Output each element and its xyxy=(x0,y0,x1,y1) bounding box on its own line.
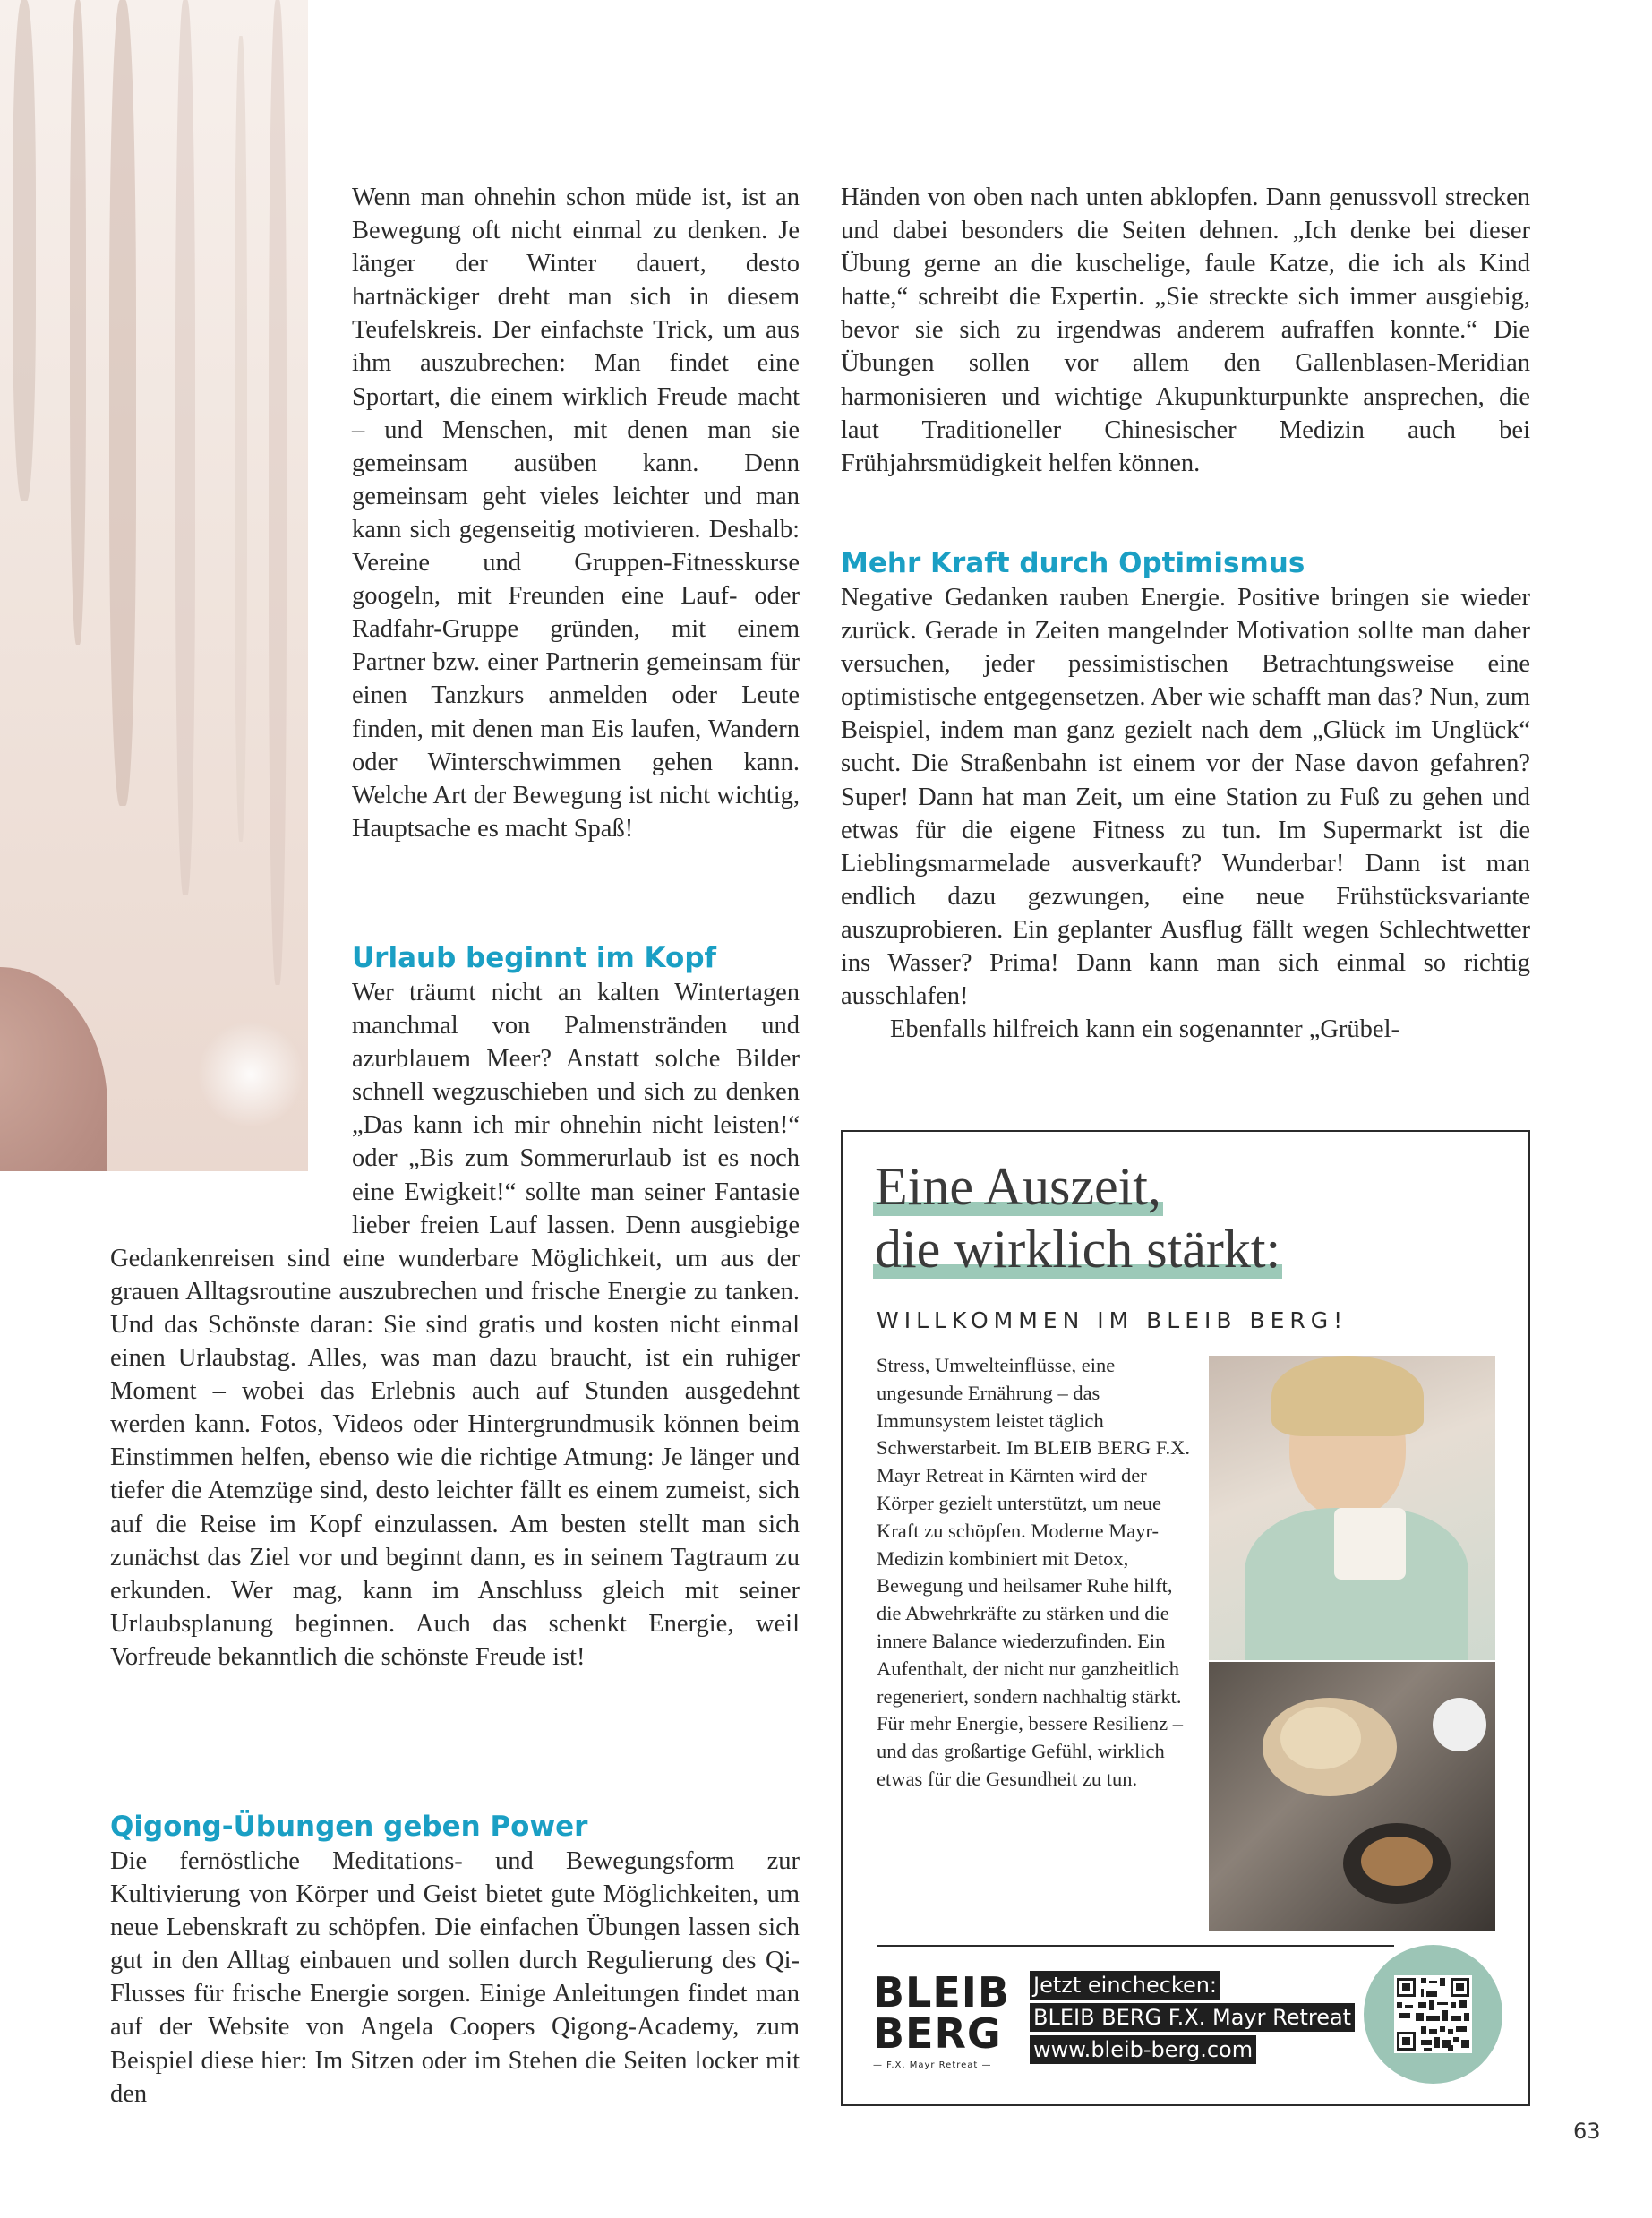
logo-line2: BERG xyxy=(873,2009,1002,2058)
paragraph-urlaub: Wer träumt nicht an kalten Wintertagen manchmal von Palmenstränden und azurblauem Meer? Anstatt solche Bilder schnell wegzuschieben und sich zu denken „Das kann ich mir ohnehin nicht leisten!“ oder „Bis zum Sommerurlaub ist es noch eine Ewigkeit!“ sollte man seiner Fantasie lieber freien Lauf lassen. Denn ausgiebige Gedankenreisen sind eine wunderbare Möglichkeit, um aus der grauen Alltagsroutine auszubrechen und frische Energie zu tanken. Und das Schönste daran: Sie sind gratis und kosten nicht einmal einen Urlaubstag. Alles, was man dazu braucht, ist ein ruhiger Moment – wobei das Erlebnis auch auf Stunden ausgedehnt werden kann. Fotos, Videos oder Hintergrundmusik können beim Einstimmen helfen, ebenso wie die richtige Atmung: Je länger und tiefer die Atemzüge sind, desto leichter fällt es einem zumeist, sich auf die Reise im Kopf einzulassen. Am besten stellt man sich zunächst das Ziel vor und beginnt dann, es in seinem Tagtraum zu erkunden. Wer mag, kann im Anschluss gleich mit seiner Urlaubsplanung beginnen. Auch das schenkt Energie, weil Vorfreude bekanntlich die schönste Freude ist! xyxy=(110,979,800,1671)
column-left-urlaub xyxy=(110,976,800,1674)
heading-qigong: Qigong-Übungen geben Power xyxy=(110,1811,588,1843)
heading-urlaub: Urlaub beginnt im Kopf xyxy=(352,942,717,974)
ad-cta xyxy=(1030,1971,1355,2068)
ad-headline-line1: Eine Auszeit, xyxy=(875,1157,1161,1216)
paragraph-optimismus: Negative Gedanken rauben Energie. Positive bringen sie wieder zurück. Gerade in Zeiten mangelnder Motivation sollte man daher versuchen, jeder pessimistischen Betrachtungsweise eine optimistische entgegensetzen. Aber wie schafft man das? Nun, zum Beispiel, indem man ganz gezielt nach dem „Glück im Unglück“ sucht. Die Straßenbahn ist einem vor der Nase davon gefahren? Super! Dann hat man Zeit, um eine Station zu Fuß zu gehen und etwas für die eigene Fitness zu tun. Im Supermarkt ist die Lieblingsmarmelade ausverkauft? Wunderbar! Dann ist man endlich dazu gezwungen, eine neue Frühstücksvariante auszuprobieren. Ein geplanter Ausflug fällt wegen Schlechtwetter ins Wasser? Prima! Dann kann man sich einmal so richtig ausschlafen! xyxy=(841,584,1530,1011)
page-number: 63 xyxy=(1573,2119,1601,2144)
cta-website-link[interactable]: www.bleib-berg.com xyxy=(1030,2035,1256,2064)
ad-subline: WILLKOMMEN IM BLEIB BERG! xyxy=(877,1307,1348,1333)
ad-headline-line2: die wirklich stärkt: xyxy=(875,1220,1281,1279)
paragraph-gruebel: Ebenfalls hilfreich kann ein sogenannter „Grübel- xyxy=(890,1015,1399,1044)
shoulder-shape xyxy=(0,967,107,1171)
column-left-top xyxy=(352,181,800,845)
breakfast-photo xyxy=(1209,1662,1495,1931)
woman-with-cup-photo xyxy=(1209,1356,1495,1660)
bleib-berg-logo xyxy=(873,1968,1010,2072)
qr-code-badge xyxy=(1364,1945,1502,2084)
column-right-top xyxy=(841,181,1530,480)
ad-body-text: Stress, Umwelteinflüsse, eine ungesunde Ernährung – das Immunsystem leistet täglich Schwerstarbeit. Im BLEIB BERG F.X. Mayr Retreat in Kärnten wird der Körper gezielt unterstützt, um neue Kraft zu schöpfen. Moderne Mayr-Medizin kombiniert mit Detox, Bewegung und heilsamer Ruhe hilft, die Abwehrkräfte zu stärken und die innere Balance wiederzufinden. Ein Aufenthalt, der nicht nur ganzheitlich regeneriert, sondern nachhaltig stärkt. Für mehr Energie, bessere Resilienz – und das großartige Gefühl, wirklich etwas für die Gesundheit zu tun. xyxy=(877,1354,1191,1790)
logo-line1: BLEIB xyxy=(873,1968,1010,2017)
column-right-kraft xyxy=(841,581,1530,1046)
qr-code-icon[interactable] xyxy=(1394,1975,1472,2053)
paragraph-bewegung: Wenn man ohnehin schon müde ist, ist an Bewegung oft nicht einmal zu denken. Je länger der Winter dauert, desto hartnäckiger dreht man sich in diesem Teufelskreis. Der einfachste Trick, um aus ihm auszubrechen: Man findet eine Sportart, die einem wirklich Freude macht – und Menschen, mit denen man sie gemeinsam ausüben kann. Denn gemeinsam geht vieles leichter und man kann sich gegenseitig motivieren. Deshalb: Vereine und Gruppen-Fitnesskurse googeln, mit Freunden eine Lauf- oder Radfahr-Gruppe gründen, mit einem Partner bzw. einer Partnerin gemeinsam für einen Tanzkurs anmelden oder Leute finden, mit denen man Eis laufen, Wandern oder Winterschwimmen gehen kann. Welche Art der Bewegung ist nicht wichtig, Hauptsache es macht Spaß! xyxy=(352,184,800,843)
ad-headline xyxy=(873,1155,1282,1280)
logo-tagline: — F.X. Mayr Retreat — xyxy=(873,2060,992,2070)
cta-checkin: Jetzt einchecken: xyxy=(1030,1971,1220,2000)
paragraph-qigong: Die fernöstliche Meditations- und Bewegungsform zur Kultivierung von Körper und Geist bietet gute Möglichkeiten, um neue Lebenskraft zu schöpfen. Die einfachen Übungen lassen sich gut in den Alltag einbauen und sollen durch Regulierung des Qi-Flusses für frische Energie sorgen. Einige Anleitungen findet man auf der Website von Angela Coopers Qigong-Academy, zum Beispiel diese hier: Im Sitzen oder im Stehen die Seiten locker mit den xyxy=(110,1847,800,2108)
advertisement-box xyxy=(841,1130,1530,2106)
ad-divider xyxy=(877,1945,1394,1947)
cta-retreat-name: BLEIB BERG F.X. Mayr Retreat xyxy=(1030,2003,1355,2032)
column-left-qigong xyxy=(110,1845,800,2111)
paragraph-uebungen: Händen von oben nach unten abklopfen. Dann genussvoll strecken und dabei besonders die Seiten dehnen. „Ich denke bei dieser Übung gerne an die kuschelige, faule Katze, die ich als Kind hatte,“ schreibt die Expertin. „Sie streckte sich immer ausgiebig, bevor sie sich zu irgendwas anderem aufraffen konnte.“ Die Übungen sollen vor allem den Gallenblasen-Meridian harmonisieren und wichtige Akupunkturpunkte ansprechen, die laut Traditioneller Chinesischer Medizin auch bei Frühjahrsmüdigkeit helfen können. xyxy=(841,184,1530,477)
heading-kraft: Mehr Kraft durch Optimismus xyxy=(841,547,1305,579)
